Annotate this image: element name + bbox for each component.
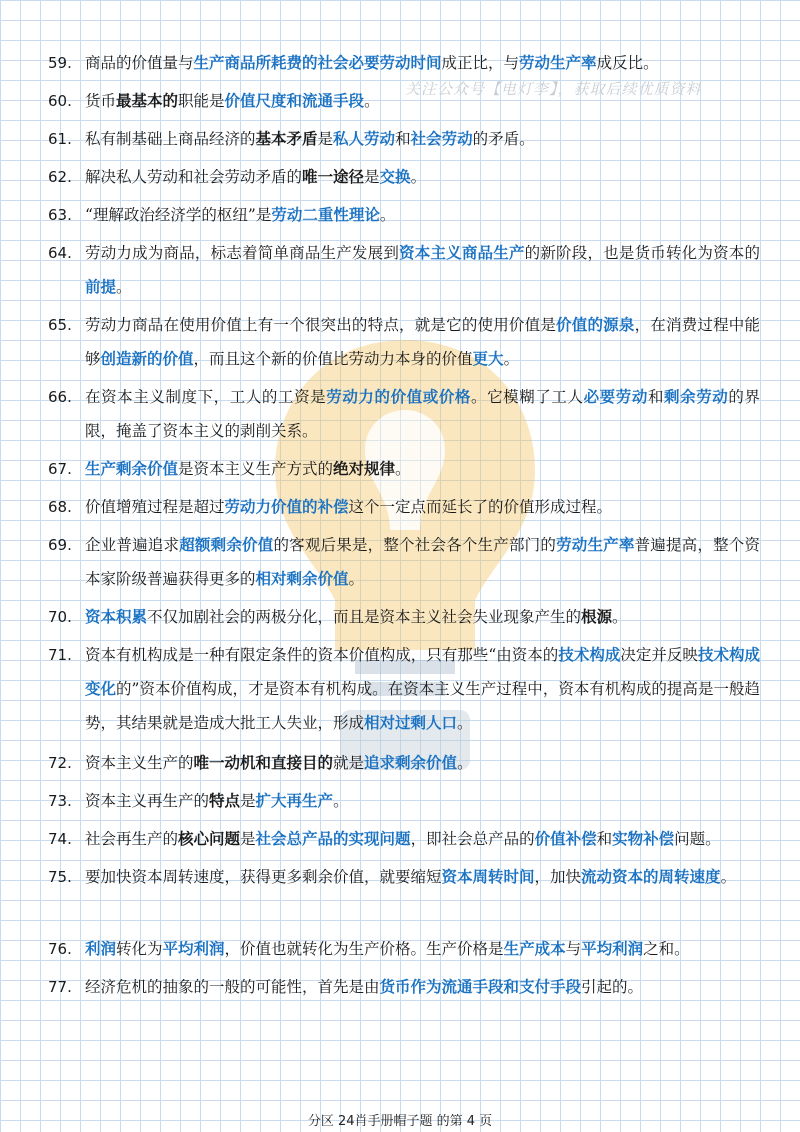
item-text [85, 490, 760, 524]
text-segment: 是资本主义生产方式的 [178, 460, 334, 478]
text-segment: 之和。 [643, 940, 690, 958]
list-item [48, 198, 760, 232]
text-segment: 和 [647, 388, 665, 406]
list-item [48, 784, 760, 818]
text-segment: 是 [240, 830, 256, 848]
item-text [85, 528, 760, 596]
text-segment: 。 [457, 714, 473, 732]
list-item [48, 528, 760, 596]
text-segment: 和 [596, 830, 613, 848]
item-text [85, 860, 760, 894]
text-segment: 就是 [333, 754, 365, 772]
text-segment: 要加快资本周转速度，获得更多剩余价值，就要缩短 [85, 868, 442, 886]
keyword-highlight: 资本周转时间 [441, 867, 535, 886]
text-segment: 。 [503, 350, 520, 368]
keyword-highlight: 扩大再生产 [255, 791, 334, 810]
text-segment: 和 [395, 130, 411, 148]
item-number: 61. [48, 130, 72, 148]
text-segment: 转化为 [116, 940, 163, 958]
watermark-text: 关注公众号【电灯李】，获取后续优质资料 [405, 80, 702, 98]
text-segment: 成正比，与 [441, 54, 520, 72]
text-segment: 的新阶段，也是货币转化为资本的 [524, 244, 760, 262]
text-segment: 。它模糊了工人 [471, 388, 584, 406]
text-segment: 成反比。 [596, 54, 659, 72]
item-number: 71. [48, 646, 72, 664]
list-item [48, 970, 760, 1004]
item-number: 69. [48, 536, 72, 554]
text-segment: 。 [410, 168, 427, 186]
text-segment: 。 [364, 92, 380, 110]
list-item [48, 932, 760, 966]
list-item [48, 746, 760, 780]
item-text [85, 932, 760, 966]
text-segment: 是 [240, 792, 256, 810]
keyword-highlight: 货币作为流通手段和支付手段 [379, 977, 582, 996]
bold-term: 特点 [209, 791, 241, 810]
list-item [48, 600, 760, 634]
list-item [48, 122, 760, 156]
list-item [48, 822, 760, 856]
text-segment: 资本主义再生产的 [85, 792, 210, 810]
list-item [48, 452, 760, 486]
text-segment: 资本主义生产的 [85, 754, 194, 772]
keyword-highlight: 技术构成 [558, 645, 621, 664]
text-segment: 与 [565, 940, 582, 958]
keyword-highlight: 价值的源泉 [556, 315, 635, 334]
keyword-highlight: 追求剩余价值 [364, 753, 458, 772]
keyword-highlight: 更大 [472, 349, 504, 368]
text-segment: “理解政治经济学的枢纽”是 [85, 206, 272, 224]
keyword-highlight: 价值补偿 [534, 829, 597, 848]
keyword-highlight: 劳动生产率 [556, 535, 635, 554]
text-segment: ，而且这个新的价值比劳动力本身的价值 [193, 350, 473, 368]
text-segment: 。 [379, 206, 396, 224]
bold-term: 唯一途径 [302, 167, 365, 186]
bold-term: 最基本的 [116, 91, 179, 110]
item-text [85, 784, 760, 818]
keyword-highlight: 劳动生产率 [519, 53, 597, 72]
bold-term: 核心问题 [178, 829, 241, 848]
item-text [85, 160, 760, 194]
keyword-highlight: 社会总产品的实现问题 [255, 829, 411, 848]
item-number: 67. [48, 460, 72, 478]
item-number: 62. [48, 168, 72, 186]
item-number: 73. [48, 792, 72, 810]
list-item [48, 236, 760, 304]
keyword-highlight: 平均利润 [162, 939, 225, 958]
item-number: 70. [48, 608, 72, 626]
bold-term: 绝对规律 [333, 459, 396, 478]
text-segment: 劳动力成为商品，标志着简单商品生产发展到 [85, 244, 400, 262]
text-segment: ，加快 [534, 868, 582, 886]
text-segment: 价值增殖过程是超过 [85, 498, 225, 516]
bold-term: 唯一动机和直接目的 [193, 753, 334, 772]
list-item [48, 160, 760, 194]
keyword-highlight: 资本积累 [85, 607, 148, 626]
item-text [85, 198, 760, 232]
item-number: 74. [48, 830, 72, 848]
text-segment: 。 [395, 460, 411, 478]
bold-term: 根源 [581, 607, 613, 626]
item-text [85, 380, 760, 448]
keyword-highlight: 必要劳动 [583, 387, 648, 406]
text-segment: 解决私人劳动和社会劳动矛盾的 [85, 168, 303, 186]
item-text [85, 308, 760, 376]
keyword-highlight: 相对过剩人口 [364, 713, 458, 732]
keyword-highlight: 生产成本 [503, 939, 566, 958]
item-number: 72. [48, 754, 72, 772]
item-number: 65. [48, 316, 72, 334]
keyword-highlight: 劳动力价值的补偿 [224, 497, 349, 516]
list-item [48, 638, 760, 740]
item-number: 63. [48, 206, 72, 224]
item-text [85, 970, 760, 1004]
text-segment: 经济危机的抽象的一般的可能性，首先是由 [85, 978, 380, 996]
item-number: 75. [48, 868, 72, 886]
item-text [85, 600, 760, 634]
keyword-highlight: 剩余劳动 [664, 387, 729, 406]
text-segment: ，即社会总产品的 [410, 830, 535, 848]
keyword-highlight: 生产商品所耗费的社会必要劳动时间 [193, 53, 442, 72]
text-segment: 不仅加剧社会的两极分化，而且是资本主义社会失业现象产生的 [147, 608, 582, 626]
keyword-highlight: 资本主义商品生产 [399, 243, 525, 262]
keyword-highlight: 劳动力的价值或价格 [326, 387, 471, 406]
text-segment: 问题。 [674, 830, 721, 848]
item-number: 59. [48, 54, 72, 72]
item-text [85, 638, 760, 740]
keyword-highlight: 相对剩余价值 [255, 569, 349, 588]
text-segment: 。 [720, 868, 737, 886]
text-segment: 是 [364, 168, 380, 186]
list-item [48, 84, 760, 118]
text-segment: 决定并反映 [620, 646, 698, 664]
keyword-highlight: 超额剩余价值 [179, 535, 274, 554]
text-segment: 这个一定点而延长了的价值形成过程。 [348, 498, 613, 516]
text-segment: 货币 [85, 92, 117, 110]
keyword-highlight: 交换 [379, 167, 411, 186]
text-segment: 在资本主义制度下，工人的工资是 [85, 388, 327, 406]
text-segment: 引起的。 [581, 978, 644, 996]
item-text [85, 452, 760, 486]
text-segment: 商品的价值量与 [85, 54, 194, 72]
text-segment: 社会再生产的 [85, 830, 179, 848]
text-segment: 职能是 [178, 92, 225, 110]
text-segment: 。 [333, 792, 349, 810]
item-text [85, 84, 760, 118]
text-segment: 。 [348, 570, 365, 588]
list-item [48, 860, 760, 894]
keyword-highlight: 私人劳动 [333, 129, 396, 148]
bold-term: 基本矛盾 [255, 129, 318, 148]
item-text [85, 122, 760, 156]
keyword-highlight: 利润 [85, 939, 117, 958]
item-number: 76. [48, 940, 72, 958]
text-segment: 。 [116, 278, 132, 296]
text-segment: 的界限，掩盖了资本主义的剥削关系。 [85, 388, 760, 440]
keyword-highlight: 平均利润 [581, 939, 644, 958]
keyword-highlight: 劳动二重性理论 [271, 205, 380, 224]
keyword-highlight: 实物补偿 [612, 829, 675, 848]
list-item [48, 490, 760, 524]
item-text [85, 236, 760, 304]
text-segment: 劳动力商品在使用价值上有一个很突出的特点，就是它的使用价值是 [85, 316, 557, 334]
item-number: 64. [48, 244, 72, 262]
text-segment: 是 [317, 130, 334, 148]
keyword-highlight: 社会劳动 [410, 129, 473, 148]
list-item [48, 380, 760, 448]
item-text [85, 822, 760, 856]
text-segment: 普遍提高，整个资本家阶级普遍获得更多的 [85, 536, 760, 588]
text-segment: 资本有机构成是一种有限定条件的资本价值构成，只有那些“由资本的 [85, 646, 559, 664]
keyword-highlight: 流动资本的周转速度 [581, 867, 721, 886]
text-segment: ，价值也就转化为生产价格。生产价格是 [224, 940, 504, 958]
text-segment: 的客观后果是，整个社会各个生产部门的 [273, 536, 557, 554]
keyword-highlight: 前提 [85, 277, 117, 296]
item-number: 77. [48, 978, 72, 996]
page-footer: 分区 24肖手册帽子题 的第 4 页 [307, 1114, 493, 1129]
text-segment: 。 [457, 754, 473, 772]
keyword-highlight: 技术构成变化 [85, 645, 760, 698]
item-number: 60. [48, 92, 72, 110]
text-segment: 的矛盾。 [472, 130, 535, 148]
item-text [85, 746, 760, 780]
list-item [48, 308, 760, 376]
text-segment: 私有制基础上商品经济的 [85, 130, 256, 148]
keyword-highlight: 价值尺度和流通手段 [224, 91, 365, 110]
text-segment: 。 [612, 608, 628, 626]
item-text [85, 46, 760, 80]
item-number: 68. [48, 498, 72, 516]
text-segment: ，在消费过程中能够 [85, 316, 760, 368]
list-item [48, 46, 760, 80]
item-number: 66. [48, 388, 72, 406]
text-segment: 企业普遍追求 [85, 536, 180, 554]
text-segment: 的”资本价值构成，才是资本有机构成。在资本主义生产过程中，资本有机构成的提高是一般趋势，其结果就是造成大批工人失业，形成 [85, 680, 760, 732]
keyword-highlight: 创造新的价值 [100, 349, 194, 368]
keyword-highlight: 生产剩余价值 [85, 459, 179, 478]
